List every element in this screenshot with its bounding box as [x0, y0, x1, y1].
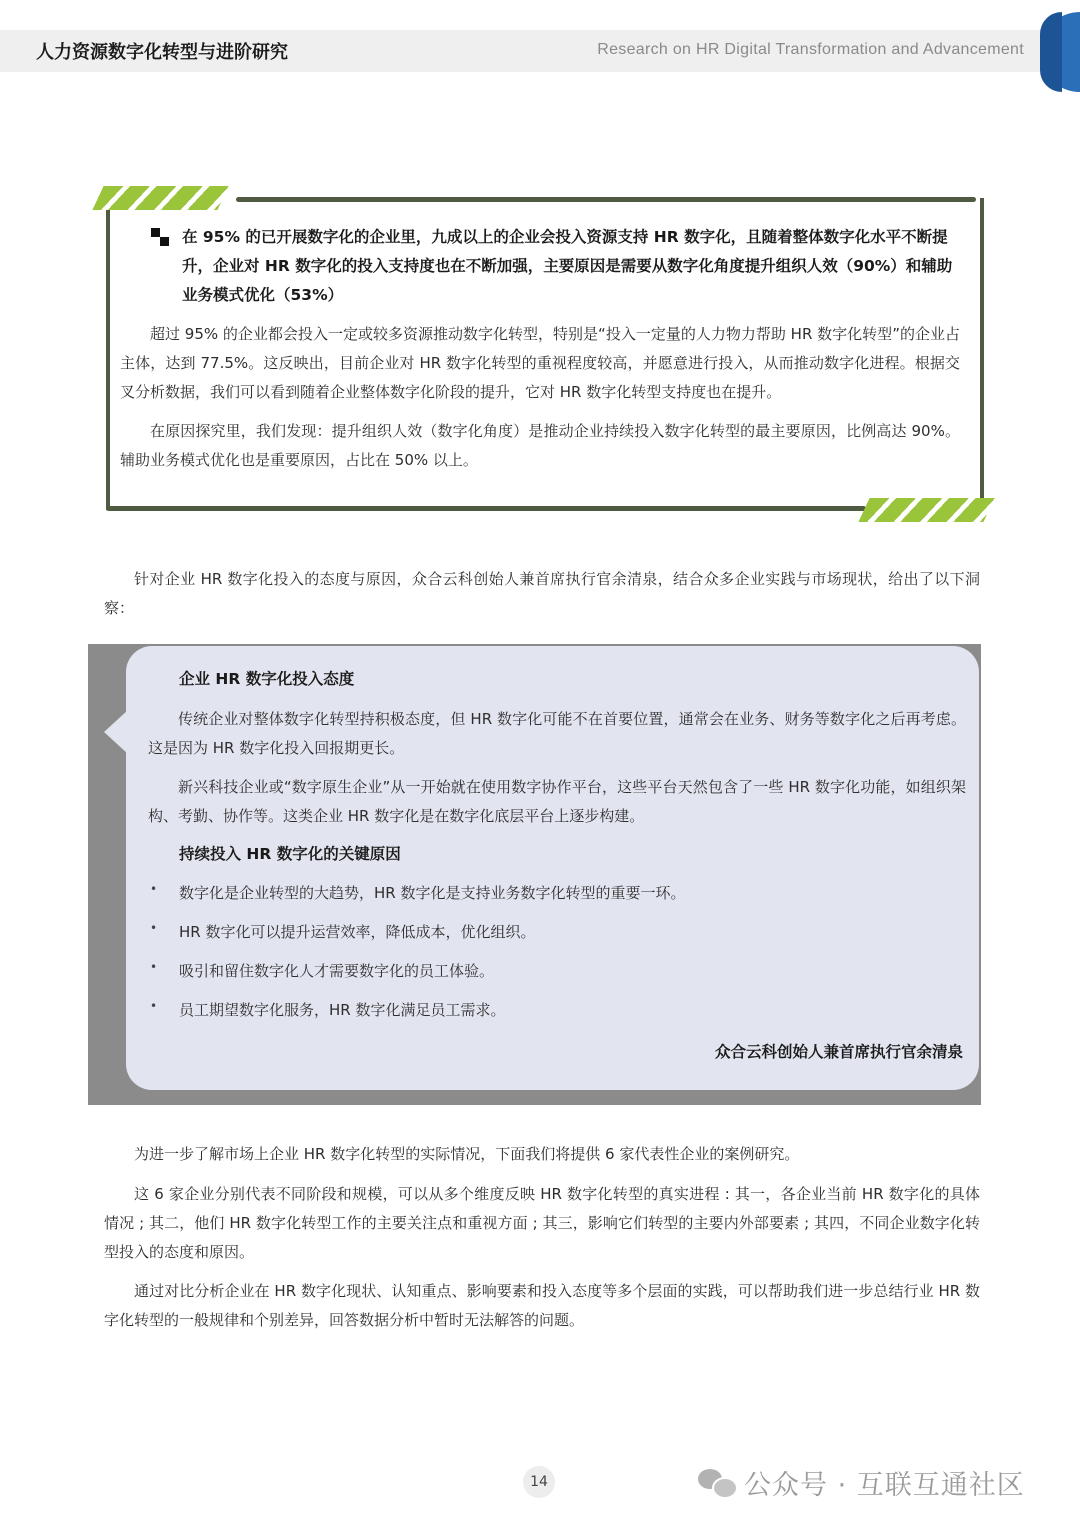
- body-paragraph-3: 通过对比分析企业在 HR 数字化现状、认知重点、影响要素和投入态度等多个层面的实践，可以帮助我们进一步总结行业 HR 数字化转型的一般规律和个别差异，回答数据分析中暂时无法解答的问题。: [104, 1282, 980, 1329]
- stripe-decoration-bottom-right: [858, 498, 994, 522]
- body-paragraph-2: 这 6 家企业分别代表不同阶段和规模，可以从多个维度反映 HR 数字化转型的真实进程 : 其一，各企业当前 HR 数字化的具体情况 ; 其二，他们 HR 数字化转型工作的主要关注点和重视方面 ; 其三，影响它们转型的主要内外部要素 ; 其四，不同企业数字化转型投入的态度和原因。: [104, 1185, 980, 1261]
- wechat-icon: [698, 1467, 736, 1497]
- bullet-dot-icon: •: [150, 882, 158, 896]
- stripe-decoration-top-left: [92, 186, 228, 210]
- header-subtitle: Research on HR Digital Transformation and Advancement: [597, 41, 1024, 58]
- list-item-text: 员工期望数字化服务，HR 数字化满足员工需求。: [179, 1001, 506, 1019]
- quote-bubble-tail: [104, 710, 128, 754]
- finding-frame-bottom-rule: [106, 506, 866, 511]
- square-bullet-icon: [151, 228, 169, 246]
- header-accent-shape: [1040, 12, 1080, 92]
- watermark-text: 公众号 · 互联互通社区: [744, 1469, 1025, 1501]
- bullet-dot-icon: •: [150, 960, 158, 974]
- finding-paragraph-1: 超过 95% 的企业都会投入一定或较多资源推动数字化转型，特别是“投入一定量的人力物力帮助 HR 数字化转型”的企业占主体，达到 77.5%。这反映出，目前企业对 HR 数字化转型的重视程度较高，并愿意进行投入，从而推动数字化进程。根据交叉分析数据，我们可以看到随着企业整体数字化阶段的提升，它对 HR 数字化转型支持度也在提升。: [120, 325, 960, 401]
- finding-headline: 在 95% 的已开展数字化的企业里，九成以上的企业会投入资源支持 HR 数字化，且随着整体数字化水平不断提升，企业对 HR 数字化的投入支持度也在不断加强，主要原因是需要从数字化角度提升组织人效（90%）和辅助业务模式优化（53%）: [182, 228, 953, 304]
- finding-paragraph-2: 在原因探究里，我们发现：提升组织人效（数字化角度）是推动企业持续投入数字化转型的最主要原因，比例高达 90%。辅助业务模式优化也是重要原因，占比在 50% 以上。: [120, 422, 960, 469]
- quote-paragraph-1: 传统企业对整体数字化转型持积极态度，但 HR 数字化可能不在首要位置，通常会在业务、财务等数字化之后再考虑。这是因为 HR 数字化投入回报期更长。: [148, 710, 966, 757]
- list-item-text: 数字化是企业转型的大趋势，HR 数字化是支持业务数字化转型的重要一环。: [179, 884, 686, 902]
- list-item-text: HR 数字化可以提升运营效率，降低成本，优化组织。: [179, 923, 536, 941]
- bullet-dot-icon: •: [150, 999, 158, 1013]
- bullet-dot-icon: •: [150, 921, 158, 935]
- watermark: [698, 1462, 1025, 1502]
- quote-paragraph-2: 新兴科技企业或“数字原生企业”从一开始就在使用数字协作平台，这些平台天然包含了一些 HR 数字化功能，如组织架构、考勤、协作等。这类企业 HR 数字化是在数字化底层平台上逐步构建。: [148, 778, 966, 825]
- page-number: 14: [523, 1466, 555, 1498]
- intro-paragraph: 针对企业 HR 数字化投入的态度与原因，众合云科创始人兼首席执行官余清泉，结合众多企业实践与市场现状，给出了以下洞察：: [104, 570, 980, 617]
- quote-heading-reasons: 持续投入 HR 数字化的关键原因: [179, 845, 401, 863]
- finding-frame-top-rule: [236, 197, 976, 202]
- body-paragraph-1: 为进一步了解市场上企业 HR 数字化转型的实际情况，下面我们将提供 6 家代表性企业的案例研究。: [134, 1145, 800, 1163]
- header-title: 人力资源数字化转型与进阶研究: [36, 42, 288, 63]
- list-item-text: 吸引和留住数字化人才需要数字化的员工体验。: [179, 962, 495, 980]
- quote-signature: 众合云科创始人兼首席执行官余清泉: [714, 1043, 963, 1061]
- quote-heading-attitude: 企业 HR 数字化投入态度: [179, 670, 355, 688]
